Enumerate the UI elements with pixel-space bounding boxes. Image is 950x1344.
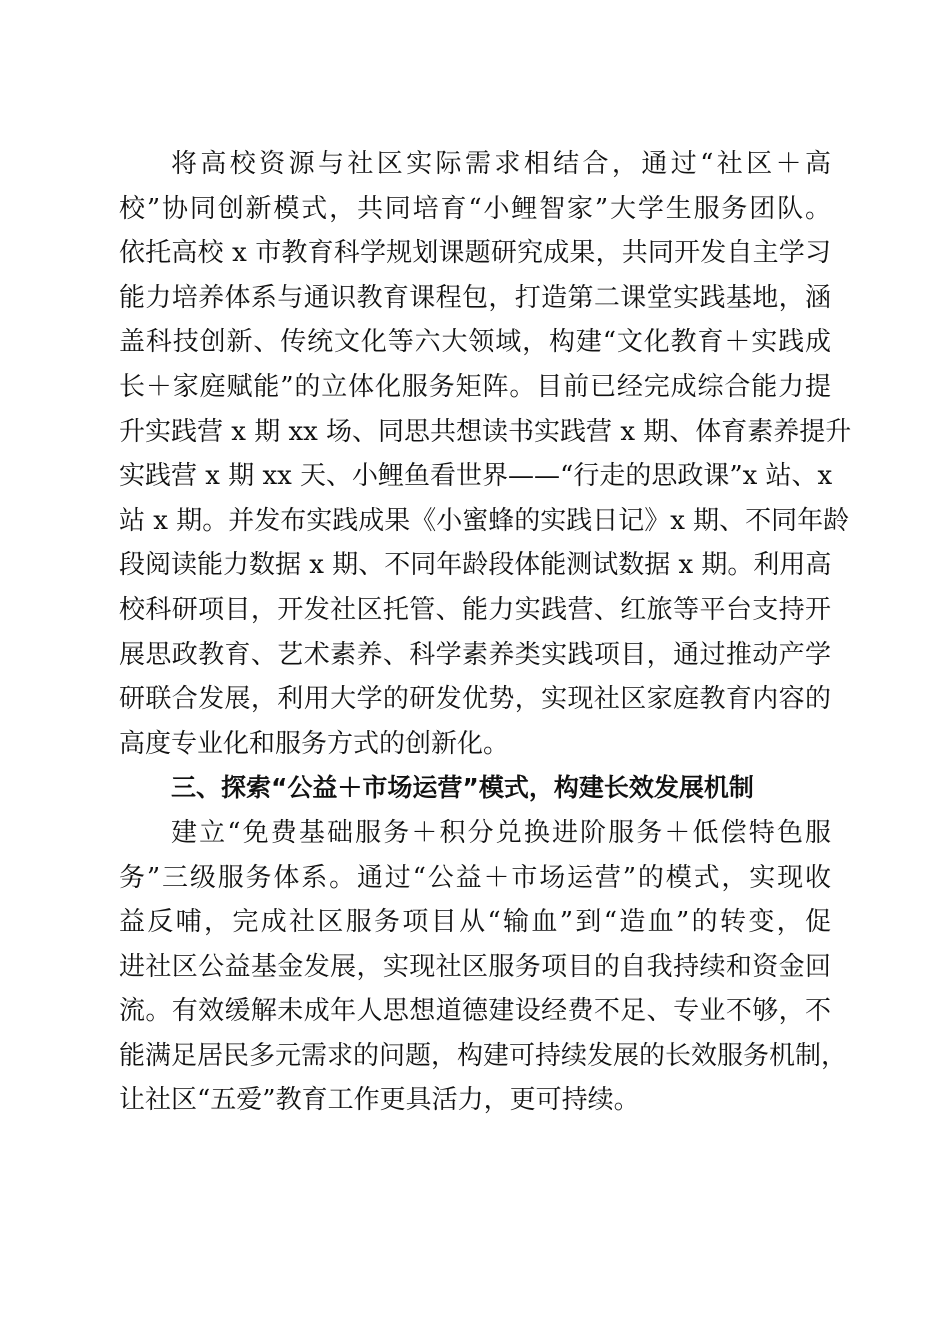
paragraph-line: 研联合发展，利用大学的研发优势，实现社区家庭教育内容的 [119, 684, 831, 715]
section-heading: 三、探索“公益＋市场运营”模式，构建长效发展机制 [171, 773, 754, 803]
paragraph-line: 站 x 期。并发布实践成果《小蜜蜂的实践日记》x 期、不同年龄 [119, 505, 850, 536]
paragraph-line: 能力培养体系与通识教育课程包，打造第二课堂实践基地，涵 [119, 282, 831, 313]
paragraph-line: 段阅读能力数据 x 期、不同年龄段体能测试数据 x 期。利用高 [119, 550, 832, 581]
paragraph-line: 让社区“五爱”教育工作更具活力，更可持续。 [119, 1085, 640, 1116]
paragraph-line: 校科研项目，开发社区托管、能力实践营、红旅等平台支持开 [119, 594, 831, 625]
paragraph-line: 将高校资源与社区实际需求相结合，通过“社区＋高 [171, 149, 831, 179]
paragraph-line: 建立“免费基础服务＋积分兑换进阶服务＋低偿特色服 [171, 817, 831, 848]
paragraph-line: 进社区公益基金发展，实现社区服务项目的自我持续和资金回 [119, 951, 831, 982]
paragraph-line: 流。有效缓解未成年人思想道德建设经费不足、专业不够，不 [119, 996, 831, 1027]
paragraph-line: 校”协同创新模式，共同培育“小鲤智家”大学生服务团队。 [119, 193, 831, 224]
paragraph-line: 务”三级服务体系。通过“公益＋市场运营”的模式，实现收 [119, 862, 831, 893]
paragraph-line: 依托高校 x 市教育科学规划课题研究成果，共同开发自主学习 [119, 238, 831, 269]
paragraph-line: 盖科技创新、传统文化等六大领域，构建“文化教育＋实践成 [119, 327, 831, 358]
paragraph-1 [119, 142, 852, 766]
paragraph-line: 展思政教育、艺术素养、科学素养类实践项目，通过推动产学 [119, 639, 831, 670]
paragraph-line: 益反哺，完成社区服务项目从“输血”到“造血”的转变，促 [119, 907, 831, 938]
paragraph-line: 长＋家庭赋能”的立体化服务矩阵。目前已经完成综合能力提 [119, 371, 831, 402]
paragraph-line: 实践营 x 期 xx 天、小鲤鱼看世界——“行走的思政课”x 站、x [119, 461, 833, 492]
paragraph-line: 高度专业化和服务方式的创新化。 [119, 728, 510, 759]
document-body [119, 142, 852, 1123]
paragraph-line: 能满足居民多元需求的问题，构建可持续发展的长效服务机制， [119, 1040, 848, 1071]
paragraph-2 [119, 811, 848, 1123]
paragraph-line: 升实践营 x 期 xx 场、同思共想读书实践营 x 期、体育素养提升 [119, 416, 852, 447]
